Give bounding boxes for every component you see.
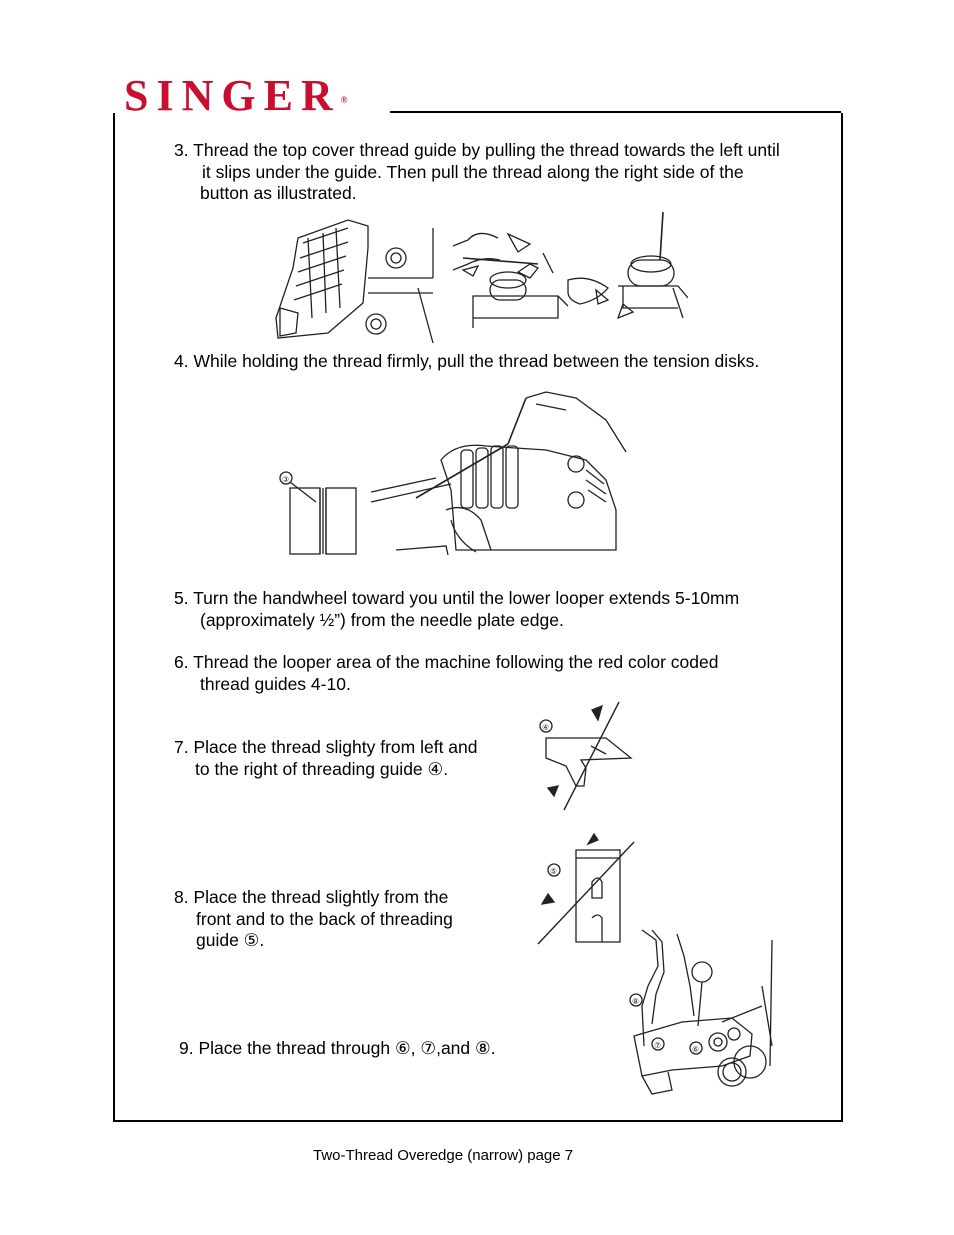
fig9-label-7: ⑦ [654,1041,662,1050]
step-5-line-1: 5. Turn the handwheel toward you until the lower looper extends 5-10mm [174,588,740,608]
step-8 [174,887,453,952]
figure-tension-disks [276,380,636,555]
step-7 [174,737,478,780]
fig9-label-6: ⑥ [692,1045,700,1054]
step-9-line-1: 9. Place the thread through ⑥, ⑦,and ⑧. [179,1038,496,1058]
step-4 [174,351,759,373]
figure-guide-5 [536,832,636,947]
step-3-line-2: it slips under the guide. Then pull the thread along the right side of the [202,161,744,182]
brand-name: SINGER [124,71,341,120]
registered-mark: ® [340,95,348,105]
step-3-line-1: 3. Thread the top cover thread guide by pulling the thread towards the left until [174,140,780,160]
figure-top-cover-guide [268,208,688,344]
step-7-line-2: to the right of threading guide ④. [195,758,449,779]
figure-guides-6-7-8 [622,926,782,1102]
fig8-label: ⑤ [550,867,558,876]
step-5 [174,588,739,631]
step-6-line-2: thread guides 4-10. [200,673,351,694]
step-3 [174,140,780,205]
fig9-label-8: ⑧ [632,997,640,1006]
page-footer: Two-Thread Overedge (narrow) page 7 [313,1147,574,1164]
step-7-line-1: 7. Place the thread slighty from left and [174,737,478,757]
fig7-label: ④ [542,723,550,732]
step-9 [179,1038,496,1060]
step-3-line-3: button as illustrated. [200,183,357,203]
step-8-line-1: 8. Place the thread slightly from the [174,887,449,907]
figure-guide-4 [536,698,636,814]
step-8-line-3: guide ⑤. [196,930,265,950]
step-6 [174,652,718,695]
step-4-line-1: 4. While holding the thread firmly, pull the thread between the tension disks. [174,351,760,371]
fig4-label: ③ [282,475,290,484]
step-8-line-2: front and to the back of threading [196,908,453,929]
step-6-line-1: 6. Thread the looper area of the machine following the red color coded [174,652,719,672]
step-5-line-2: (approximately ½”) from the needle plate edge. [200,609,564,630]
